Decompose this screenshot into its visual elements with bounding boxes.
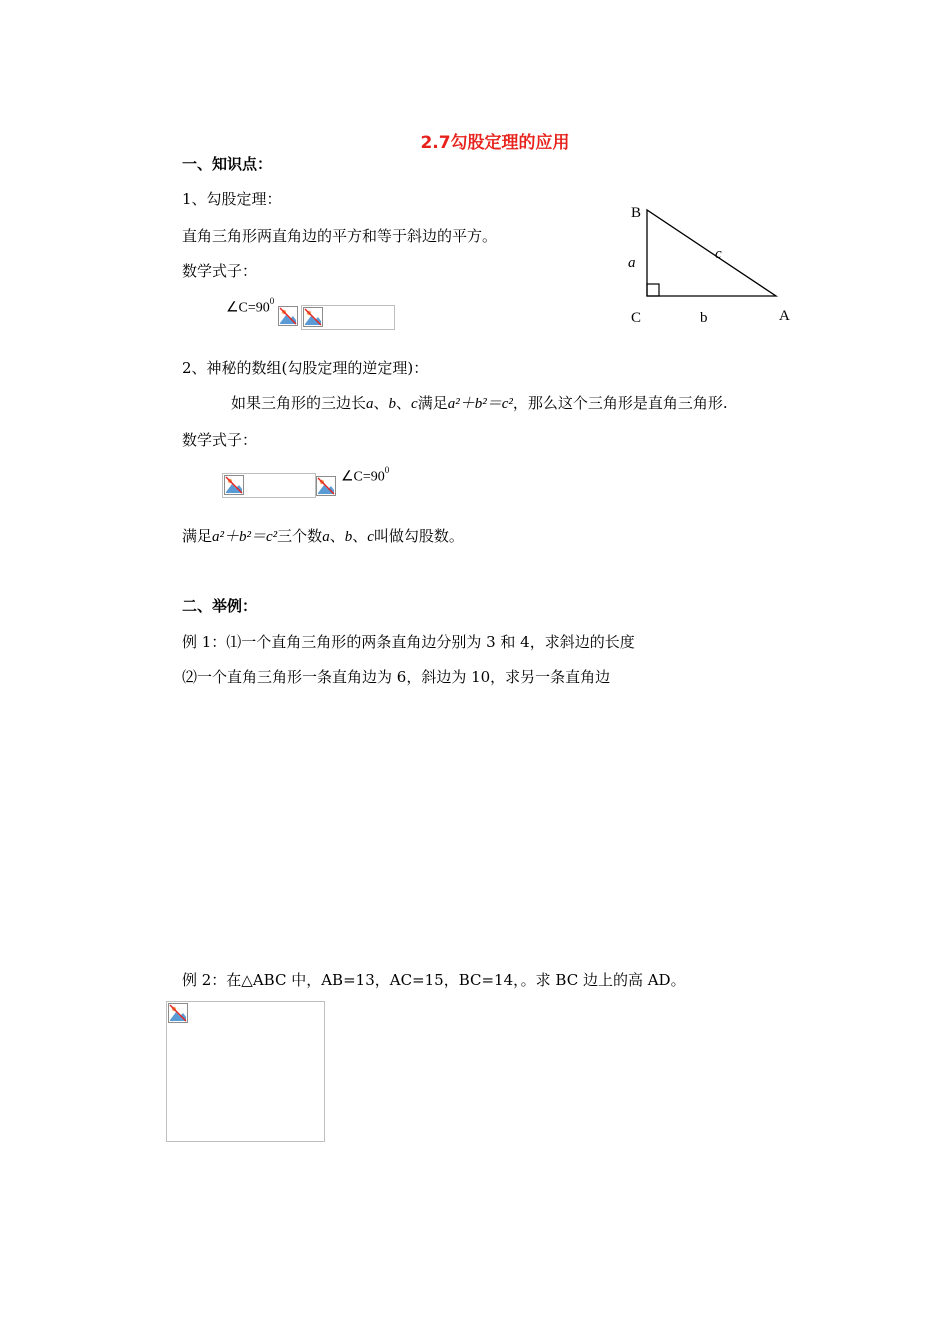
formula-image-icon <box>278 306 298 326</box>
var-b: b <box>344 529 353 545</box>
side-b-label: b <box>700 310 708 326</box>
angle-condition-1 <box>226 298 274 317</box>
item2-statement <box>231 393 728 414</box>
item1-label: 1、勾股定理： <box>182 190 282 208</box>
separator: 、 <box>373 394 389 412</box>
formula-image-placeholder <box>301 305 395 330</box>
separator: 、 <box>352 527 368 545</box>
image-icon <box>168 1003 188 1023</box>
triples-suffix: 叫做勾股数。 <box>373 527 464 545</box>
pythagorean-triples-definition <box>182 526 464 547</box>
var-a: a <box>366 396 374 412</box>
converse-image-icon <box>316 476 336 496</box>
statement-suffix: ，那么这个三角形是直角三角形. <box>512 394 728 412</box>
section-heading-examples: 二、举例： <box>182 597 258 615</box>
vertex-b-label: B <box>631 205 642 221</box>
item2-formula-label: 数学式子： <box>182 431 258 449</box>
var-a: a <box>322 529 330 545</box>
pythagorean-equation: a²＋b²＝c² <box>447 396 513 412</box>
section-heading-knowledge: 一、知识点： <box>182 155 273 173</box>
angle-degree: 0 <box>269 296 275 306</box>
item1-formula-label: 数学式子： <box>182 262 258 280</box>
satisfy-text: 满足 <box>417 394 448 412</box>
converse-image-placeholder <box>222 473 316 498</box>
page-title: 2.7勾股定理的应用 <box>420 133 570 153</box>
vertex-a-label: A <box>779 308 790 324</box>
triangle-shape <box>647 210 776 296</box>
image-icon <box>303 307 323 327</box>
statement-prefix: 如果三角形的三边长 <box>231 394 367 412</box>
separator: 、 <box>329 527 345 545</box>
angle-condition-2 <box>341 467 389 486</box>
example1-part1: 例 1：⑴一个直角三角形的两条直角边分别为 3 和 4，求斜边的长度 <box>182 633 635 651</box>
side-a-label: a <box>628 255 636 271</box>
var-c: c <box>367 529 374 545</box>
right-angle-marker <box>647 284 659 296</box>
image-icon <box>224 475 244 495</box>
triples-prefix: 满足 <box>182 527 213 545</box>
var-c: c <box>411 396 418 412</box>
angle-text: ∠C=90 <box>341 469 385 485</box>
triples-middle: 三个数 <box>277 527 323 545</box>
separator: 、 <box>396 394 412 412</box>
triples-equation: a²＋b²＝c² <box>212 529 278 545</box>
var-b: b <box>388 396 397 412</box>
item1-statement: 直角三角形两直角边的平方和等于斜边的平方。 <box>182 227 498 245</box>
angle-text: ∠C=90 <box>226 300 270 316</box>
example2-image-placeholder <box>166 1001 325 1142</box>
vertex-c-label: C <box>631 310 642 326</box>
side-c-label: c <box>715 246 722 262</box>
angle-degree: 0 <box>384 465 390 475</box>
example1-part2: ⑵一个直角三角形一条直角边为 6，斜边为 10，求另一条直角边 <box>182 668 611 686</box>
item2-label: 2、神秘的数组(勾股定理的逆定理)： <box>182 359 429 377</box>
example2-text: 例 2：在△ABC 中，AB=13，AC=15，BC=14，。求 BC 边上的高 AD。 <box>182 971 686 989</box>
